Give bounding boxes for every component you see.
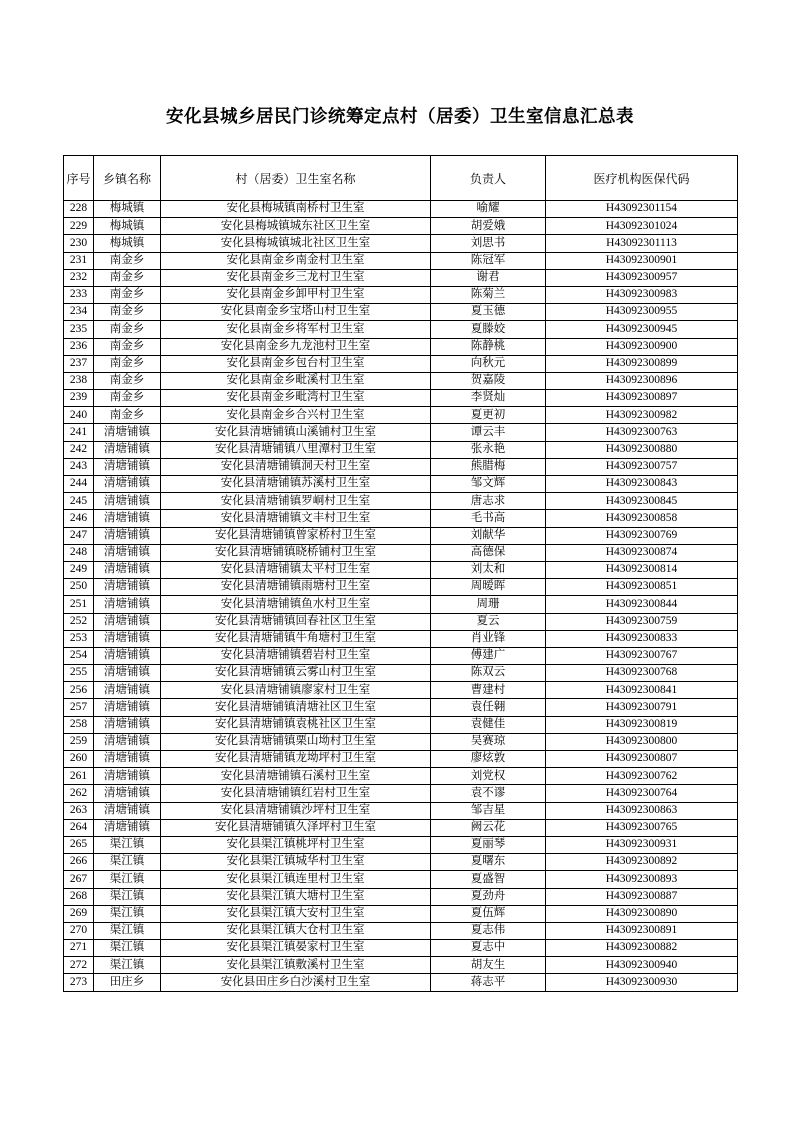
cell-seq: 233 [64, 286, 94, 303]
cell-person: 刘太和 [431, 561, 546, 578]
cell-township: 南金乡 [94, 390, 161, 407]
cell-person: 蒋志平 [431, 974, 546, 991]
health-clinic-table [63, 155, 738, 992]
cell-person: 刘思书 [431, 235, 546, 252]
cell-seq: 242 [64, 441, 94, 458]
cell-clinic-name: 安化县南金乡毗溪村卫生室 [161, 372, 431, 389]
cell-person: 李贤灿 [431, 390, 546, 407]
cell-clinic-name: 安化县清塘铺镇牛角塘村卫生室 [161, 630, 431, 647]
cell-code: H43092300983 [546, 286, 738, 303]
cell-township: 清塘铺镇 [94, 596, 161, 613]
cell-code: H43092300767 [546, 647, 738, 664]
cell-township: 南金乡 [94, 338, 161, 355]
cell-person: 夏丽琴 [431, 836, 546, 853]
cell-clinic-name: 安化县南金乡九龙池村卫生室 [161, 338, 431, 355]
table-row [64, 647, 738, 664]
cell-person: 喻耀 [431, 201, 546, 218]
cell-clinic-name: 安化县渠江镇大塘村卫生室 [161, 888, 431, 905]
cell-clinic-name: 安化县梅城镇城东社区卫生室 [161, 218, 431, 235]
cell-seq: 251 [64, 596, 94, 613]
table-row [64, 510, 738, 527]
cell-person: 唐志求 [431, 493, 546, 510]
cell-code: H43092300807 [546, 751, 738, 768]
table-row [64, 321, 738, 338]
cell-person: 肖业锋 [431, 630, 546, 647]
table-row [64, 751, 738, 768]
cell-person: 阙云花 [431, 819, 546, 836]
cell-seq: 259 [64, 733, 94, 750]
cell-township: 清塘铺镇 [94, 665, 161, 682]
cell-seq: 245 [64, 493, 94, 510]
cell-clinic-name: 安化县渠江镇晏家村卫生室 [161, 940, 431, 957]
table-row [64, 390, 738, 407]
table-row [64, 355, 738, 372]
cell-seq: 260 [64, 751, 94, 768]
cell-code: H43092300863 [546, 802, 738, 819]
cell-clinic-name: 安化县清塘铺镇栗山坳村卫生室 [161, 733, 431, 750]
cell-clinic-name: 安化县渠江镇城华村卫生室 [161, 854, 431, 871]
cell-township: 清塘铺镇 [94, 751, 161, 768]
cell-code: H43092300762 [546, 768, 738, 785]
cell-township: 清塘铺镇 [94, 561, 161, 578]
cell-code: H43092300769 [546, 527, 738, 544]
cell-township: 南金乡 [94, 269, 161, 286]
cell-seq: 231 [64, 252, 94, 269]
cell-person: 袁任翱 [431, 699, 546, 716]
table-row [64, 957, 738, 974]
cell-township: 梅城镇 [94, 218, 161, 235]
cell-person: 袁健佳 [431, 716, 546, 733]
table-row [64, 802, 738, 819]
cell-clinic-name: 安化县清塘铺镇回春社区卫生室 [161, 613, 431, 630]
cell-seq: 271 [64, 940, 94, 957]
cell-person: 陈静桃 [431, 338, 546, 355]
cell-person: 夏盛智 [431, 871, 546, 888]
cell-seq: 248 [64, 544, 94, 561]
cell-seq: 240 [64, 407, 94, 424]
cell-person: 傅建广 [431, 647, 546, 664]
cell-clinic-name: 安化县南金乡毗湾村卫生室 [161, 390, 431, 407]
cell-seq: 263 [64, 802, 94, 819]
cell-person: 夏志伟 [431, 922, 546, 939]
cell-township: 南金乡 [94, 355, 161, 372]
cell-seq: 269 [64, 905, 94, 922]
cell-seq: 265 [64, 836, 94, 853]
table-row [64, 441, 738, 458]
cell-clinic-name: 安化县南金乡三龙村卫生室 [161, 269, 431, 286]
header-clinic-name: 村（居委）卫生室名称 [161, 156, 431, 201]
cell-township: 渠江镇 [94, 854, 161, 871]
cell-clinic-name: 安化县南金乡将军村卫生室 [161, 321, 431, 338]
cell-township: 渠江镇 [94, 957, 161, 974]
cell-code: H43092300901 [546, 252, 738, 269]
cell-seq: 257 [64, 699, 94, 716]
table-row [64, 854, 738, 871]
table-row [64, 493, 738, 510]
cell-seq: 228 [64, 201, 94, 218]
header-person: 负责人 [431, 156, 546, 201]
table-row [64, 579, 738, 596]
cell-code: H43092300892 [546, 854, 738, 871]
cell-seq: 250 [64, 579, 94, 596]
cell-person: 夏玉德 [431, 304, 546, 321]
cell-code: H43092300957 [546, 269, 738, 286]
cell-seq: 273 [64, 974, 94, 991]
cell-township: 清塘铺镇 [94, 630, 161, 647]
cell-seq: 232 [64, 269, 94, 286]
cell-seq: 261 [64, 768, 94, 785]
cell-clinic-name: 安化县渠江镇敷溪村卫生室 [161, 957, 431, 974]
header-seq: 序号 [64, 156, 94, 201]
cell-code: H43092300890 [546, 905, 738, 922]
table-row [64, 286, 738, 303]
table-row [64, 905, 738, 922]
cell-clinic-name: 安化县清塘铺镇袁桃社区卫生室 [161, 716, 431, 733]
cell-township: 梅城镇 [94, 235, 161, 252]
table-row [64, 372, 738, 389]
cell-person: 周暧晖 [431, 579, 546, 596]
table-row [64, 304, 738, 321]
table-row [64, 888, 738, 905]
table-row [64, 527, 738, 544]
table-row [64, 424, 738, 441]
cell-seq: 241 [64, 424, 94, 441]
cell-code: H43092300930 [546, 974, 738, 991]
cell-clinic-name: 安化县南金乡合兴村卫生室 [161, 407, 431, 424]
cell-township: 渠江镇 [94, 871, 161, 888]
table-row [64, 699, 738, 716]
cell-code: H43092300800 [546, 733, 738, 750]
cell-clinic-name: 安化县清塘铺镇罗峒村卫生室 [161, 493, 431, 510]
cell-person: 陈菊兰 [431, 286, 546, 303]
cell-township: 南金乡 [94, 286, 161, 303]
cell-township: 清塘铺镇 [94, 768, 161, 785]
cell-seq: 256 [64, 682, 94, 699]
cell-seq: 252 [64, 613, 94, 630]
cell-township: 清塘铺镇 [94, 802, 161, 819]
cell-township: 清塘铺镇 [94, 613, 161, 630]
cell-seq: 238 [64, 372, 94, 389]
cell-person: 陈冠军 [431, 252, 546, 269]
cell-seq: 272 [64, 957, 94, 974]
header-code: 医疗机构医保代码 [546, 156, 738, 201]
cell-township: 清塘铺镇 [94, 682, 161, 699]
cell-code: H43092300882 [546, 940, 738, 957]
cell-person: 张永艳 [431, 441, 546, 458]
cell-code: H43092300845 [546, 493, 738, 510]
cell-seq: 253 [64, 630, 94, 647]
cell-code: H43092301024 [546, 218, 738, 235]
table-row [64, 544, 738, 561]
cell-clinic-name: 安化县田庄乡白沙溪村卫生室 [161, 974, 431, 991]
cell-code: H43092300955 [546, 304, 738, 321]
cell-seq: 266 [64, 854, 94, 871]
cell-clinic-name: 安化县清塘铺镇久泽坪村卫生室 [161, 819, 431, 836]
cell-seq: 246 [64, 510, 94, 527]
cell-clinic-name: 安化县清塘铺镇鱼水村卫生室 [161, 596, 431, 613]
cell-code: H43092300893 [546, 871, 738, 888]
cell-person: 胡爱娥 [431, 218, 546, 235]
cell-township: 清塘铺镇 [94, 493, 161, 510]
table-row [64, 458, 738, 475]
cell-code: H43092300791 [546, 699, 738, 716]
cell-person: 刘献华 [431, 527, 546, 544]
table-row [64, 733, 738, 750]
cell-code: H43092300765 [546, 819, 738, 836]
cell-clinic-name: 安化县南金乡包台村卫生室 [161, 355, 431, 372]
cell-township: 南金乡 [94, 321, 161, 338]
cell-clinic-name: 安化县清塘铺镇苏溪村卫生室 [161, 476, 431, 493]
cell-seq: 229 [64, 218, 94, 235]
table-row [64, 235, 738, 252]
cell-seq: 249 [64, 561, 94, 578]
cell-clinic-name: 安化县清塘铺镇太平村卫生室 [161, 561, 431, 578]
table-row [64, 613, 738, 630]
cell-township: 渠江镇 [94, 836, 161, 853]
cell-clinic-name: 安化县清塘铺镇沙坪村卫生室 [161, 802, 431, 819]
cell-person: 周珊 [431, 596, 546, 613]
cell-seq: 270 [64, 922, 94, 939]
cell-township: 南金乡 [94, 407, 161, 424]
cell-code: H43092300900 [546, 338, 738, 355]
cell-person: 夏云 [431, 613, 546, 630]
cell-code: H43092300858 [546, 510, 738, 527]
table-row [64, 682, 738, 699]
cell-township: 清塘铺镇 [94, 527, 161, 544]
cell-township: 渠江镇 [94, 922, 161, 939]
cell-person: 夏劲舟 [431, 888, 546, 905]
cell-code: H43092300896 [546, 372, 738, 389]
table-row [64, 940, 738, 957]
cell-code: H43092300931 [546, 836, 738, 853]
cell-township: 清塘铺镇 [94, 647, 161, 664]
cell-clinic-name: 安化县渠江镇桃坪村卫生室 [161, 836, 431, 853]
cell-clinic-name: 安化县梅城镇城北社区卫生室 [161, 235, 431, 252]
cell-code: H43092300851 [546, 579, 738, 596]
cell-code: H43092300899 [546, 355, 738, 372]
cell-person: 熊腊梅 [431, 458, 546, 475]
cell-seq: 243 [64, 458, 94, 475]
cell-clinic-name: 安化县清塘铺镇八里潭村卫生室 [161, 441, 431, 458]
cell-person: 袁不谬 [431, 785, 546, 802]
cell-clinic-name: 安化县南金乡宝塔山村卫生室 [161, 304, 431, 321]
cell-code: H43092300841 [546, 682, 738, 699]
cell-person: 谢君 [431, 269, 546, 286]
table-row [64, 768, 738, 785]
table-row [64, 561, 738, 578]
cell-clinic-name: 安化县清塘铺镇曾家桥村卫生室 [161, 527, 431, 544]
cell-seq: 268 [64, 888, 94, 905]
cell-clinic-name: 安化县清塘铺镇晓桥铺村卫生室 [161, 544, 431, 561]
cell-township: 南金乡 [94, 304, 161, 321]
cell-township: 清塘铺镇 [94, 544, 161, 561]
cell-code: H43092300897 [546, 390, 738, 407]
cell-code: H43092301154 [546, 201, 738, 218]
cell-code: H43092300880 [546, 441, 738, 458]
table-row [64, 716, 738, 733]
cell-person: 向秋元 [431, 355, 546, 372]
cell-code: H43092300757 [546, 458, 738, 475]
cell-township: 清塘铺镇 [94, 424, 161, 441]
cell-township: 清塘铺镇 [94, 733, 161, 750]
header-row [64, 156, 738, 201]
cell-seq: 255 [64, 665, 94, 682]
cell-clinic-name: 安化县清塘铺镇云雾山村卫生室 [161, 665, 431, 682]
cell-person: 吴赛琼 [431, 733, 546, 750]
cell-township: 南金乡 [94, 372, 161, 389]
cell-person: 刘党权 [431, 768, 546, 785]
cell-person: 夏伍辉 [431, 905, 546, 922]
cell-clinic-name: 安化县清塘铺镇山溪铺村卫生室 [161, 424, 431, 441]
table-row [64, 201, 738, 218]
cell-person: 夏滕姣 [431, 321, 546, 338]
cell-township: 渠江镇 [94, 905, 161, 922]
table-row [64, 922, 738, 939]
cell-clinic-name: 安化县南金乡南金村卫生室 [161, 252, 431, 269]
table-row [64, 596, 738, 613]
cell-person: 陈双云 [431, 665, 546, 682]
cell-township: 清塘铺镇 [94, 458, 161, 475]
cell-clinic-name: 安化县渠江镇大安村卫生室 [161, 905, 431, 922]
cell-person: 毛书高 [431, 510, 546, 527]
table-row [64, 836, 738, 853]
table-row [64, 252, 738, 269]
cell-clinic-name: 安化县清塘铺镇龙坳坪村卫生室 [161, 751, 431, 768]
cell-code: H43092300891 [546, 922, 738, 939]
cell-township: 渠江镇 [94, 888, 161, 905]
cell-township: 清塘铺镇 [94, 441, 161, 458]
cell-clinic-name: 安化县清塘铺镇雨塘村卫生室 [161, 579, 431, 596]
cell-clinic-name: 安化县渠江镇大仓村卫生室 [161, 922, 431, 939]
cell-person: 夏曙东 [431, 854, 546, 871]
table-row [64, 819, 738, 836]
cell-township: 清塘铺镇 [94, 785, 161, 802]
cell-seq: 262 [64, 785, 94, 802]
table-row [64, 476, 738, 493]
table-row [64, 665, 738, 682]
cell-seq: 237 [64, 355, 94, 372]
cell-person: 谭云丰 [431, 424, 546, 441]
cell-code: H43092300819 [546, 716, 738, 733]
cell-seq: 239 [64, 390, 94, 407]
cell-seq: 264 [64, 819, 94, 836]
table-row [64, 630, 738, 647]
header-township: 乡镇名称 [94, 156, 161, 201]
cell-code: H43092300764 [546, 785, 738, 802]
cell-township: 清塘铺镇 [94, 819, 161, 836]
cell-clinic-name: 安化县清塘铺镇廖家村卫生室 [161, 682, 431, 699]
cell-code: H43092300887 [546, 888, 738, 905]
cell-code: H43092300940 [546, 957, 738, 974]
cell-township: 田庄乡 [94, 974, 161, 991]
cell-clinic-name: 安化县梅城镇南桥村卫生室 [161, 201, 431, 218]
cell-code: H43092300763 [546, 424, 738, 441]
cell-person: 夏志中 [431, 940, 546, 957]
cell-clinic-name: 安化县渠江镇连里村卫生室 [161, 871, 431, 888]
cell-code: H43092300768 [546, 665, 738, 682]
cell-township: 梅城镇 [94, 201, 161, 218]
cell-person: 邹文辉 [431, 476, 546, 493]
cell-clinic-name: 安化县南金乡卸甲村卫生室 [161, 286, 431, 303]
cell-person: 邹吉星 [431, 802, 546, 819]
cell-clinic-name: 安化县清塘铺镇洞天村卫生室 [161, 458, 431, 475]
cell-code: H43092300945 [546, 321, 738, 338]
cell-seq: 247 [64, 527, 94, 544]
cell-township: 清塘铺镇 [94, 716, 161, 733]
cell-seq: 236 [64, 338, 94, 355]
cell-township: 清塘铺镇 [94, 579, 161, 596]
cell-code: H43092300843 [546, 476, 738, 493]
cell-seq: 235 [64, 321, 94, 338]
cell-code: H43092300759 [546, 613, 738, 630]
cell-township: 清塘铺镇 [94, 476, 161, 493]
cell-code: H43092301113 [546, 235, 738, 252]
table-row [64, 785, 738, 802]
cell-code: H43092300982 [546, 407, 738, 424]
table-header [64, 156, 738, 201]
cell-person: 高德保 [431, 544, 546, 561]
cell-seq: 244 [64, 476, 94, 493]
table-row [64, 218, 738, 235]
table-body [64, 201, 738, 992]
cell-clinic-name: 安化县清塘铺镇石溪村卫生室 [161, 768, 431, 785]
cell-seq: 234 [64, 304, 94, 321]
cell-seq: 254 [64, 647, 94, 664]
cell-township: 清塘铺镇 [94, 510, 161, 527]
cell-code: H43092300833 [546, 630, 738, 647]
cell-clinic-name: 安化县清塘铺镇红岩村卫生室 [161, 785, 431, 802]
cell-seq: 258 [64, 716, 94, 733]
cell-person: 夏更初 [431, 407, 546, 424]
table-row [64, 338, 738, 355]
cell-person: 贺嘉陵 [431, 372, 546, 389]
cell-code: H43092300844 [546, 596, 738, 613]
cell-clinic-name: 安化县清塘铺镇清塘社区卫生室 [161, 699, 431, 716]
table-row [64, 974, 738, 991]
table-row [64, 871, 738, 888]
cell-clinic-name: 安化县清塘铺镇碧岩村卫生室 [161, 647, 431, 664]
cell-person: 胡友生 [431, 957, 546, 974]
cell-township: 南金乡 [94, 252, 161, 269]
cell-code: H43092300814 [546, 561, 738, 578]
cell-person: 曹建村 [431, 682, 546, 699]
table-row [64, 269, 738, 286]
cell-person: 廖炫敦 [431, 751, 546, 768]
cell-seq: 267 [64, 871, 94, 888]
cell-township: 渠江镇 [94, 940, 161, 957]
page-title: 安化县城乡居民门诊统筹定点村（居委）卫生室信息汇总表 [166, 106, 634, 126]
cell-seq: 230 [64, 235, 94, 252]
cell-code: H43092300874 [546, 544, 738, 561]
cell-clinic-name: 安化县清塘铺镇文丰村卫生室 [161, 510, 431, 527]
table-row [64, 407, 738, 424]
cell-township: 清塘铺镇 [94, 699, 161, 716]
